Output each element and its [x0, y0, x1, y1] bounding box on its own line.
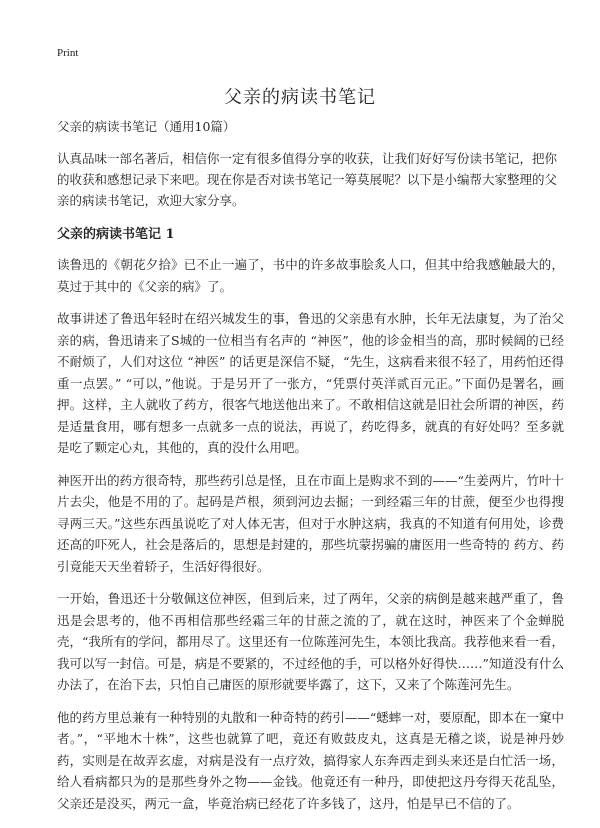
intro-paragraph: 认真品味一部名著后，相信你一定有很多值得分享的收获，让我们好好写份读书笔记，把你的收获和感想记录下来吧。现在你是否对读书笔记一筹莫展呢？以下是小编帮大家整理的父亲的病读书笔记，欢迎大家分享。	[57, 151, 558, 208]
article-body	[57, 117, 564, 825]
body-paragraph: 一开始，鲁迅还十分敬佩这位神医，但到后来，过了两年，父亲的病倒是越来越严重了，鲁迅是会思考的，他不再相信那些经霜三年的甘蔗之流的了，就在这时，神医来了个金蝉脱壳，“我所有的学问，都用尽了。这里还有一位陈莲河先生，本领比我高。我荐他来看一看，我可以写一封信。可是，病是不要紧的，不过经他的手，可以格外好得快……”知道没有什么办法了，在治下去，只怕自己庸医的原形就要毕露了，这下，又来了个陈莲河先生。	[57, 591, 564, 692]
print-link[interactable]: Print	[57, 47, 79, 59]
page-title: 父亲的病读书笔记	[224, 87, 376, 108]
body-paragraph: 读鲁迅的《朝花夕拾》已不止一遍了，书中的许多故事脍炙人口，但其中给我感触最大的，莫过于其中的《父亲的病》了。	[57, 257, 564, 294]
section-heading: 父亲的病读书笔记 1	[57, 227, 175, 242]
body-paragraph: 神医开出的药方很奇特，那些药引总是怪，且在市面上是购求不到的——“生姜两片，竹叶十片去尖，他是不用的了。起码是芦根，须到河边去掘；一到经霜三年的甘蔗，便至少也得搜寻两三天。”这些东西虽说吃了对人体无害，但对于水肿这病，我真的不知道有何用处，诊费还高的吓死人，社会是落后的，思想是封建的，那些坑蒙拐骗的庸医用一些奇特的 药方、药引竟能天天坐着轿子，生活好得很好。	[57, 472, 564, 574]
body-paragraph: 他的药方里总兼有一种特别的丸散和一种奇特的药引——“蟋蟀一对，要原配，即本在一窠中者。”，“平地木十株”，这些也就算了吧，竟还有败鼓皮丸，这真是无稽之谈，说是神丹妙药，实则是在故弄玄虚，对病是没有一点疗效，搞得家人东奔西走到头来还是白忙活一场，给人看病都只为的是那些身外之物——金钱。他竟还有一种丹，即使把这丹夸得天花乱坠，父亲还是没买，两元一盒，毕竟治病已经花了许多钱了，这丹，怕是早已不信的了。	[57, 709, 564, 811]
body-paragraph: 故事讲述了鲁迅年轻时在绍兴城发生的事，鲁迅的父亲患有水肿，长年无法康复，为了治父亲的病，鲁迅请来了S城的一位相当有名声的 “神医”，他的诊金相当的高，那时候阔的已经不耐烦了，人们对这位 “神医” 的话更是深信不疑，“先生，这病看来很不轻了，用药怕还得重一点罢。” “可以，”他说。于是另开了一张方，“凭票付英洋贰百元正。”下面仍是署名，画押。这样，主人就收了药方，很客气地送他出来了。不敢相信这就是旧社会所谓的神医，药是适量食用，哪有想多一点就多一点的说法，再说了，药吃得多，就真的有好处吗？至多就是吃了颗定心丸，其他的，真的没什么用吧。	[57, 311, 564, 455]
article-subtitle: 父亲的病读书笔记（通用10篇）	[57, 119, 236, 134]
